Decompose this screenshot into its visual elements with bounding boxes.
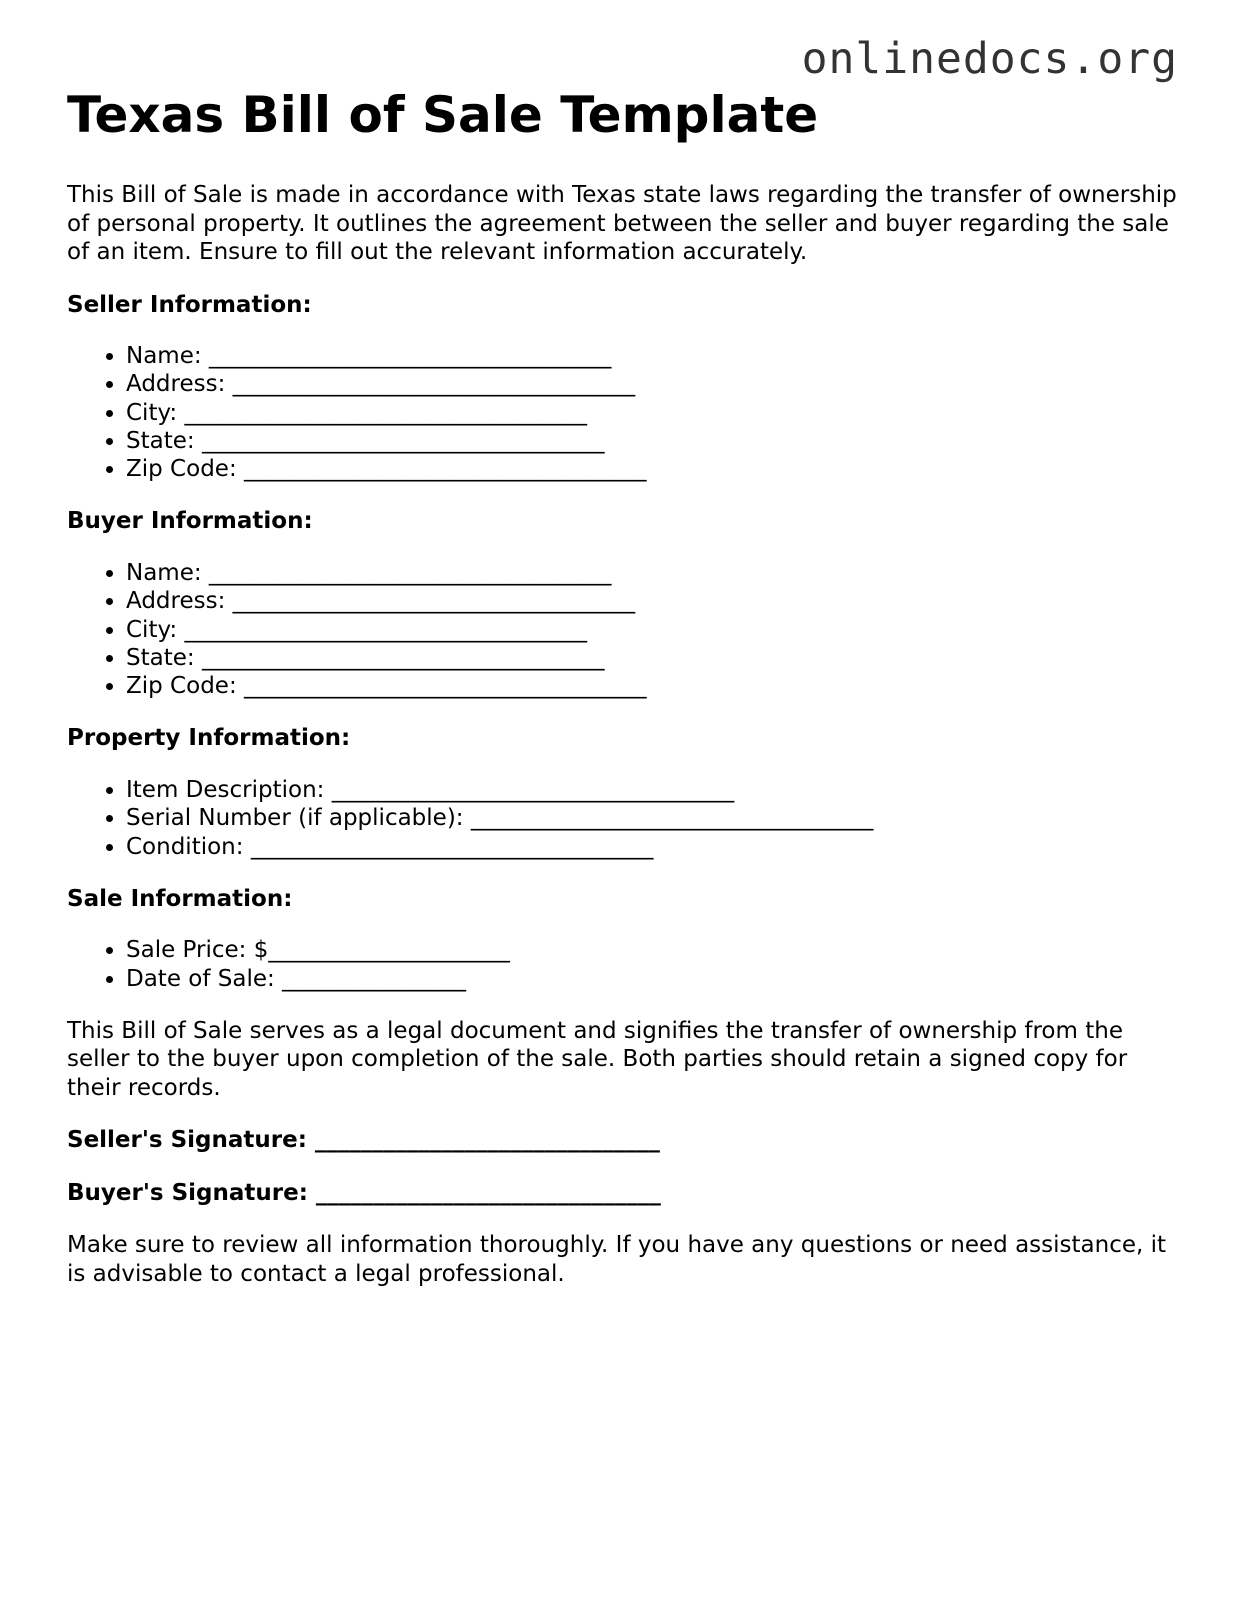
item-description-field[interactable]: • Item Description: ___________________________________ — [126, 776, 1177, 804]
document-title: Texas Bill of Sale Template — [67, 86, 819, 144]
sale-fields-list — [67, 936, 1177, 993]
final-note-paragraph: Make sure to review all information thoroughly. If you have any questions or need assistance, it is advisable to contact a legal professional. — [67, 1232, 1167, 1287]
buyer-signature-field[interactable]: Buyer's Signature: ______________________________ — [67, 1179, 661, 1206]
watermark: onlinedocs.org — [801, 34, 1178, 84]
property-section-heading: Property Information: — [67, 725, 351, 752]
seller-signature-field[interactable]: Seller's Signature: ______________________________ — [67, 1127, 660, 1154]
buyer-section-heading: Buyer Information: — [67, 508, 313, 535]
seller-section-heading: Seller Information: — [67, 291, 312, 318]
date-of-sale-field[interactable]: • Date of Sale: ________________ — [126, 965, 1177, 993]
seller-state-field[interactable]: • State: ___________________________________ — [126, 427, 1177, 455]
seller-address-field[interactable]: • Address: ___________________________________ — [126, 370, 1177, 398]
intro-paragraph: This Bill of Sale is made in accordance with Texas state laws regarding the transfer of ownership of personal property. It outlines the agreement between the seller and buyer regarding the sale of an item. Ensure to fill out the relevant information accurately. — [67, 182, 1177, 265]
closing-paragraph: This Bill of Sale serves as a legal document and signifies the transfer of ownership from the seller to the buyer upon completion of the sale. Both parties should retain a signed copy for their records. — [67, 1017, 1128, 1101]
buyer-address-field[interactable]: • Address: ___________________________________ — [126, 587, 1177, 615]
sale-price-field[interactable]: • Sale Price: $_____________________ — [126, 936, 1177, 964]
buyer-fields-list — [67, 559, 1177, 700]
document-body — [67, 86, 1177, 1288]
seller-fields-list — [67, 342, 1177, 483]
buyer-name-field[interactable]: • Name: ___________________________________ — [126, 559, 1177, 587]
buyer-state-field[interactable]: • State: ___________________________________ — [126, 644, 1177, 672]
property-fields-list — [67, 776, 1177, 861]
serial-number-field[interactable]: • Serial Number (if applicable): ___________________________________ — [126, 804, 1177, 832]
sale-section-heading: Sale Information: — [67, 885, 293, 912]
buyer-zip-field[interactable]: • Zip Code: ___________________________________ — [126, 672, 1177, 700]
seller-city-field[interactable]: • City: ___________________________________ — [126, 399, 1177, 427]
seller-name-field[interactable]: • Name: ___________________________________ — [126, 342, 1177, 370]
condition-field[interactable]: • Condition: ___________________________________ — [126, 833, 1177, 861]
seller-zip-field[interactable]: • Zip Code: ___________________________________ — [126, 455, 1177, 483]
buyer-city-field[interactable]: • City: ___________________________________ — [126, 616, 1177, 644]
